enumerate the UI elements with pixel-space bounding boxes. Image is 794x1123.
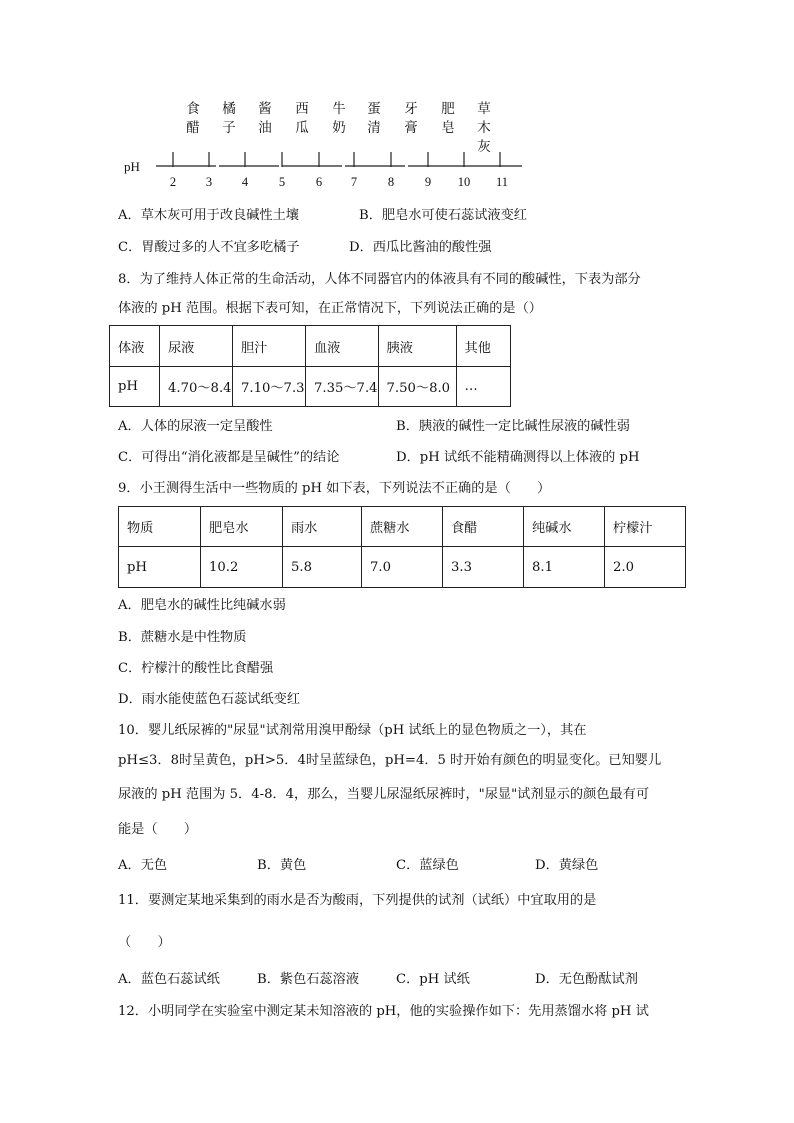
scale-tick-6: 6 <box>315 175 323 189</box>
q10-stem-line1: 10．婴儿纸尿裤的"尿显"试剂常用溴甲酚绿（pH 试纸上的显色物质之一），其在 <box>118 723 587 738</box>
scale-label-watermelon: 西 瓜 <box>295 101 309 136</box>
q11-option-d: D．无色酚酞试剂 <box>535 972 638 987</box>
q10-option-b: B．黄色 <box>257 858 307 873</box>
table-cell: 3.3 <box>443 547 524 588</box>
table-cell: … <box>456 367 510 407</box>
table-cell: 物质 <box>119 507 201 547</box>
q11-option-a: A．蓝色石蕊试纸 <box>118 972 220 987</box>
table-cell: 8.1 <box>524 547 605 588</box>
scale-label-soap: 肥 皂 <box>441 101 455 136</box>
q8-option-c: C．可得出“消化液都是呈碱性”的结论 <box>118 450 340 465</box>
table-cell: 尿液 <box>160 326 233 367</box>
q8-body-fluid-table <box>109 325 511 407</box>
q8-stem-line1: 8．为了维持人体正常的生命活动，人体不同器官内的体液具有不同的酸碱性，下表为部分 <box>118 272 641 287</box>
scale-tick-7: 7 <box>350 175 358 189</box>
q10-stem-line4: 能是（ ） <box>118 822 198 837</box>
table-cell: 4.70～8.4 <box>160 367 233 407</box>
q9-substance-table <box>118 506 686 588</box>
q8-option-b: B．胰液的碱性一定比碱性尿液的碱性弱 <box>396 419 630 434</box>
scale-label-vinegar: 食 醋 <box>186 101 200 136</box>
table-cell: 7.0 <box>362 547 443 588</box>
table-row <box>119 507 686 547</box>
table-cell: pH <box>119 547 201 588</box>
scale-ph-label: pH <box>124 159 140 174</box>
q8-option-a: A．人体的尿液一定呈酸性 <box>118 419 273 434</box>
table-cell: 7.35～7.4 <box>306 367 379 407</box>
table-cell: 柠檬汁 <box>605 507 686 547</box>
table-cell: 7.10～7.3 <box>233 367 306 407</box>
q11-stem: 11．要测定某地采集到的雨水是否为酸雨，下列提供的试剂（试纸）中宜取用的是 <box>118 893 597 908</box>
table-cell: 血液 <box>306 326 379 367</box>
scale-axis <box>150 146 530 172</box>
table-cell: 纯碱水 <box>524 507 605 547</box>
scale-label-orange: 橘 子 <box>222 101 236 136</box>
scale-tick-5: 5 <box>278 175 286 189</box>
q10-option-a: A．无色 <box>118 858 168 873</box>
table-cell: 2.0 <box>605 547 686 588</box>
table-cell: 10.2 <box>201 547 283 588</box>
q10-stem-line2: pH≤3．8时呈黄色，pH>5．4时呈蓝绿色，pH=4．5 时开始有颜色的明显变化。已知婴儿 <box>118 753 662 768</box>
q12-stem: 12．小明同学在实验室中测定某未知溶液的 pH，他的实验操作如下：先用蒸馏水将 pH 试 <box>118 1004 649 1019</box>
table-cell: pH <box>110 367 160 407</box>
q10-stem-line3: 尿液的 pH 范围为 5．4-8．4，那么，当婴儿尿湿纸尿裤时，"尿显"试剂显示的颜色最有可 <box>118 787 650 802</box>
scale-tick-8: 8 <box>387 175 395 189</box>
q10-option-d: D．黄绿色 <box>535 858 599 873</box>
q11-answer-paren: （ ） <box>118 935 171 950</box>
q8-option-d: D．pH 试纸不能精确测得以上体液的 pH <box>396 450 640 465</box>
q9-option-d: D．雨水能使蓝色石蕊试纸变红 <box>118 692 301 707</box>
q7-option-b: B．肥皂水可使石蕊试液变红 <box>359 208 527 223</box>
scale-tick-3: 3 <box>205 175 213 189</box>
scale-tick-9: 9 <box>424 175 432 189</box>
scale-tick-4: 4 <box>241 175 249 189</box>
q7-option-c: C．胃酸过多的人不宜多吃橘子 <box>118 240 300 255</box>
q7-option-a: A．草木灰可用于改良碱性土壤 <box>118 208 299 223</box>
scale-label-plant-ash: 草 木 灰 <box>477 101 491 155</box>
table-cell: 蔗糖水 <box>362 507 443 547</box>
scale-label-toothpaste: 牙 膏 <box>404 101 418 136</box>
scale-label-soy-sauce: 酱 油 <box>258 101 272 136</box>
table-cell: 7.50～8.0 <box>378 367 456 407</box>
scale-tick-10: 10 <box>457 175 471 189</box>
table-row <box>119 547 686 588</box>
table-cell: 体液 <box>110 326 160 367</box>
table-row <box>110 326 511 367</box>
table-cell: 食醋 <box>443 507 524 547</box>
q10-option-c: C．蓝绿色 <box>396 858 459 873</box>
table-row <box>110 367 511 407</box>
table-cell: 雨水 <box>283 507 362 547</box>
table-cell: 其他 <box>456 326 510 367</box>
table-cell: 5.8 <box>283 547 362 588</box>
table-cell: 肥皂水 <box>201 507 283 547</box>
scale-label-milk: 牛 奶 <box>332 101 346 136</box>
q11-option-c: C．pH 试纸 <box>396 972 470 987</box>
q9-option-c: C．柠檬汁的酸性比食醋强 <box>118 661 274 676</box>
table-cell: 胰液 <box>378 326 456 367</box>
q9-option-b: B．蔗糖水是中性物质 <box>118 630 247 645</box>
q8-stem-line2: 体液的 pH 范围。根据下表可知，在正常情况下，下列说法正确的是（） <box>118 301 542 316</box>
q7-option-d: D．西瓜比酱油的酸性强 <box>349 240 492 255</box>
scale-tick-11: 11 <box>495 175 509 189</box>
q9-option-a: A．肥皂水的碱性比纯碱水弱 <box>118 598 286 613</box>
q11-option-b: B．紫色石蕊溶液 <box>257 972 360 987</box>
scale-label-egg-white: 蛋 清 <box>367 101 381 136</box>
scale-tick-2: 2 <box>169 175 177 189</box>
q9-stem: 9．小王测得生活中一些物质的 pH 如下表，下列说法不正确的是（ ） <box>118 481 551 496</box>
table-cell: 胆汁 <box>233 326 306 367</box>
